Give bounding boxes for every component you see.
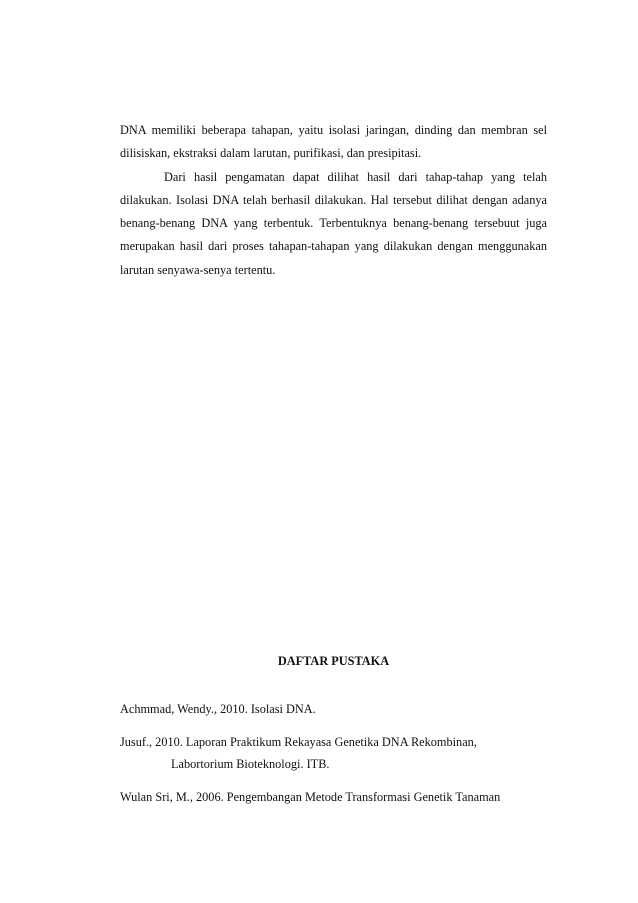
reference-item [120,698,560,720]
references-title: DAFTAR PUSTAKA [277,654,390,668]
reference-item [120,731,560,775]
body-text [120,119,547,282]
reference-line: Jusuf., 2010. Laporan Praktikum Rekayasa Genetika DNA Rekombinan, [120,735,477,749]
paragraph-observation-results: Dari hasil pengamatan dapat dilihat hasil dari tahap-tahap yang telah dilakukan. Isolasi DNA telah berhasil dilakukan. Hal tersebut dilihat dengan adanya benang-benang DNA yang terbentuk. Terbentuknya benang-benang tersebuut juga merupakan hasil dari proses tahapan-tahapan yang dilakukan dengan menggunakan larutan senyawa-senya tertentu. [120,169,547,277]
reference-continuation-line: Labortorium Bioteknologi. ITB. [171,757,330,771]
reference-list [120,698,560,819]
reference-line: Wulan Sri, M., 2006. Pengembangan Metode Transformasi Genetik Tanaman [120,790,501,804]
reference-line: Achmmad, Wendy., 2010. Isolasi DNA. [120,702,316,716]
paragraph-dna-stages: DNA memiliki beberapa tahapan, yaitu isolasi jaringan, dinding dan membran sel dilisiskan, ekstraksi dalam larutan, purifikasi, dan presipitasi. [120,123,547,161]
reference-item [120,786,560,808]
